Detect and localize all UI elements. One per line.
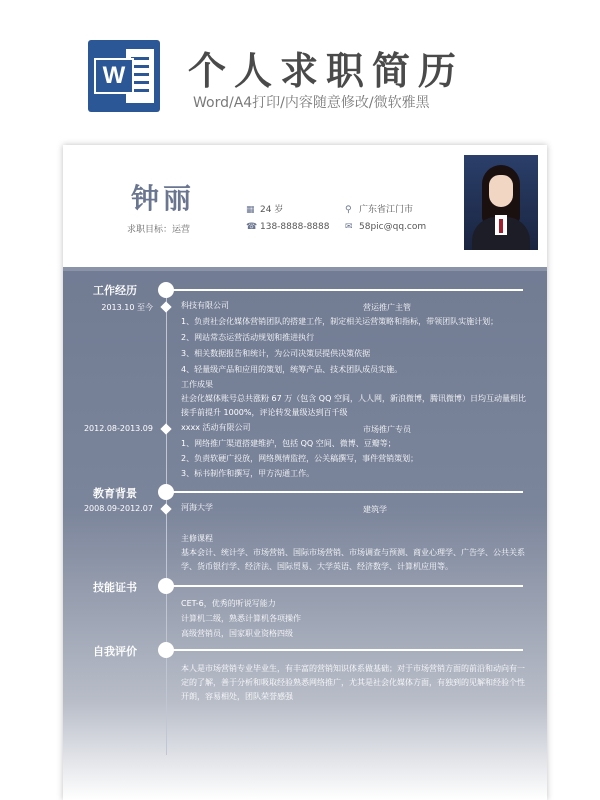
section-line-work — [173, 289, 523, 291]
banner-title: 个人求职简历 — [188, 49, 465, 93]
job-objective: 求职目标：运营 — [127, 225, 191, 235]
job-1-line-4: 4、轻量级产品和应用的策划，统筹产品、技术团队成员实施。 — [181, 365, 403, 374]
section-title-work: 工作经历 — [93, 284, 137, 297]
section-line-skills — [173, 585, 523, 587]
self-evaluation-text: 本人是市场营销专业毕业生，有丰富的营销知识体系做基础；对于市场营销方面的前沿和动向有一定的了解，善于分析和吸取经验熟悉网络推广，尤其是社会化媒体方面，有独到的见解和经验个性开朗，容易相处，团队荣誉感强 — [181, 664, 525, 701]
job-1-result: 社会化媒体账号总共涨粉 67 万（包含 QQ 空间，人人网，新浪微博，腾讯微博）日均互动量相比接手前提升 1000%，评论转发量级达到百千级 — [181, 394, 526, 417]
word-letter: W — [94, 58, 134, 94]
skill-item-3: 高级营销员，国家职业资格四级 — [181, 629, 293, 638]
email-value: 58pic@qq.com — [359, 222, 427, 232]
profile-photo — [464, 155, 538, 250]
banner — [0, 0, 600, 130]
education-marker — [160, 503, 171, 514]
job-2-line-2: 2、负责软硬广投放，网络舆情监控，公关稿撰写，事件营销策划； — [181, 454, 419, 463]
job-2-role: 市场推广专员 — [363, 425, 411, 434]
education-courses: 基本会计、统计学、市场营销、国际市场营销、市场调查与预测、商业心理学、广告学、公共关系学、货币银行学、经济法、国际贸易、大学英语、经济数学、计算机应用等。 — [181, 548, 525, 571]
section-marker-education — [158, 484, 174, 500]
job-2-company: xxxx 活动有限公司 — [181, 423, 251, 432]
age-info — [246, 202, 283, 215]
age-value: 24 岁 — [260, 205, 284, 215]
education-date: 2008.09-2012.07 — [83, 504, 153, 513]
education-major: 建筑学 — [363, 505, 387, 514]
job-2-line-1: 1、网络推广渠道搭建维护，包括 QQ 空间、微博、豆瓣等； — [181, 439, 396, 448]
calendar-icon: ▦ — [246, 205, 255, 215]
job-2-line-3: 3、标书制作和撰写，甲方沟通工作。 — [181, 469, 315, 478]
education-school: 河海大学 — [181, 503, 213, 512]
section-marker-skills — [158, 578, 174, 594]
location-info — [345, 202, 413, 215]
banner-subtitle: Word/A4打印/内容随意修改/微软雅黑 — [193, 95, 430, 111]
section-line-education — [173, 491, 523, 493]
resume-paper — [63, 145, 547, 800]
education-course-title: 主修课程 — [181, 534, 213, 543]
job-1-line-1: 1、负责社会化媒体营销团队的搭建工作，制定相关运营策略和指标，带领团队实施计划； — [181, 317, 499, 326]
job-1-result-title: 工作成果 — [181, 380, 213, 389]
header-divider — [63, 267, 547, 271]
resume-header — [63, 145, 547, 267]
skill-item-1: CET-6，优秀的听说写能力 — [181, 599, 276, 608]
job-2-marker — [160, 423, 171, 434]
word-logo-icon — [88, 40, 160, 112]
timeline-line — [166, 285, 167, 755]
job-1-role: 营运推广主管 — [363, 303, 411, 312]
candidate-name: 钟丽 — [131, 182, 196, 215]
section-marker-work — [158, 282, 174, 298]
job-1-company: 科技有限公司 — [181, 301, 229, 310]
phone-value: 138-8888-8888 — [260, 222, 330, 232]
job-1-line-2: 2、网站常态运营活动规划和推进执行 — [181, 333, 315, 342]
job-1-marker — [160, 301, 171, 312]
section-title-education: 教育背景 — [93, 487, 137, 500]
section-title-skills: 技能证书 — [93, 581, 137, 594]
phone-icon: ☎ — [246, 222, 258, 232]
job-2-date: 2012.08-2013.09 — [83, 424, 153, 433]
section-marker-self — [158, 642, 174, 658]
location-value: 广东省江门市 — [359, 205, 414, 215]
location-pin-icon: ⚲ — [345, 205, 352, 215]
job-1-line-3: 3、相关数据报告和统计，为公司决策层提供决策依据 — [181, 349, 371, 358]
section-title-self: 自我评价 — [93, 645, 137, 658]
job-1-date: 2013.10 至今 — [101, 303, 153, 312]
mail-icon: ✉ — [345, 222, 353, 232]
skill-item-2: 计算机二级，熟悉计算机各项操作 — [181, 614, 301, 623]
phone-info — [246, 222, 329, 232]
section-line-self — [173, 649, 523, 651]
email-info — [345, 222, 426, 232]
